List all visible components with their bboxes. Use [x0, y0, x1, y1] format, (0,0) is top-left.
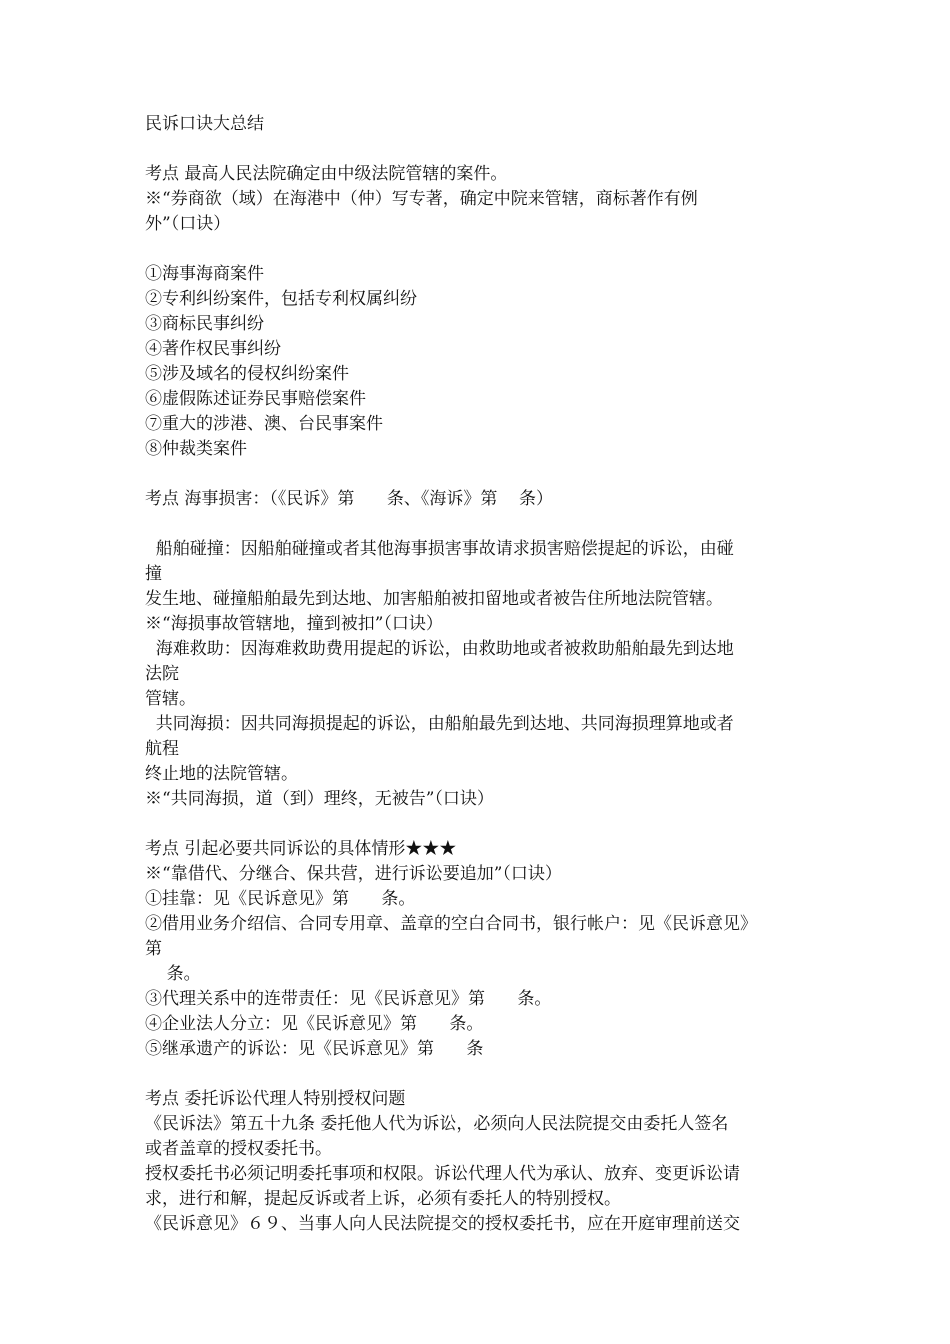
text-line: 《民诉法》第五十九条 委托他人代为诉讼，必须向人民法院提交由委托人签名	[145, 1114, 729, 1134]
text-line: 撞	[145, 564, 162, 584]
text-line: ⑤继承遗产的诉讼：见《民诉意见》第 条	[145, 1039, 484, 1059]
list-item: ①海事海商案件	[145, 264, 264, 284]
text-line: 法院	[145, 664, 179, 684]
spacer	[145, 462, 825, 487]
section-heading: 考点 海事损害：（《民诉》第 条、《海诉》第 条）	[145, 489, 553, 509]
list-item: ⑦重大的涉港、澳、台民事案件	[145, 414, 383, 434]
text-line: 发生地、碰撞船舶最先到达地、加害船舶被扣留地或者被告住所地法院管辖。	[145, 589, 723, 609]
spacer	[145, 1062, 825, 1087]
text-line: ※“共同海损，道（到）理终，无被告”（口诀）	[145, 789, 494, 809]
document-title: 民诉口诀大总结	[145, 114, 264, 134]
text-line: 求，进行和解，提起反诉或者上诉，必须有委托人的特别授权。	[145, 1189, 621, 1209]
text-line: ④企业法人分立：见《民诉意见》第 条。	[145, 1014, 484, 1034]
text-line: 共同海损：因共同海损提起的诉讼，由船舶最先到达地、共同海损理算地或者	[145, 714, 734, 734]
text-line: 授权委托书必须记明委托事项和权限。诉讼代理人代为承认、放弃、变更诉讼请	[145, 1164, 740, 1184]
text-line: ①挂靠：见《民诉意见》第 条。	[145, 889, 416, 909]
text-line: ※“靠借代、分继合、保共营，进行诉讼要追加”（口诀）	[145, 864, 562, 884]
text-line: 或者盖章的授权委托书。	[145, 1139, 332, 1159]
list-item: ②专利纠纷案件，包括专利权属纠纷	[145, 289, 417, 309]
text-line: 条。	[145, 964, 201, 984]
text-line: 终止地的法院管辖。	[145, 764, 298, 784]
text-line: 《民诉意见》６９、当事人向人民法院提交的授权委托书，应在开庭审理前送交	[145, 1214, 740, 1234]
list-item: ④著作权民事纠纷	[145, 339, 281, 359]
text-line: 航程	[145, 739, 179, 759]
spacer	[145, 137, 825, 162]
text-line: ※“海损事故管辖地，撞到被扣”（口诀）	[145, 614, 443, 634]
text-line: 海难救助：因海难救助费用提起的诉讼，由救助地或者被救助船舶最先到达地	[145, 639, 734, 659]
mnemonic-line: 外”（口诀）	[145, 214, 231, 234]
spacer	[145, 512, 825, 537]
spacer	[145, 812, 825, 837]
spacer	[145, 237, 825, 262]
text-line: 第	[145, 939, 162, 959]
section-heading: 考点 引起必要共同诉讼的具体情形★★★	[145, 839, 457, 859]
mnemonic-line: ※“券商欲（域）在海港中（仲）写专著，确定中院来管辖，商标著作有例	[145, 189, 698, 209]
list-item: ③商标民事纠纷	[145, 314, 264, 334]
text-line: ③代理关系中的连带责任：见《民诉意见》第 条。	[145, 989, 552, 1009]
text-line: 管辖。	[145, 689, 196, 709]
list-item: ⑧仲裁类案件	[145, 439, 247, 459]
section-heading: 考点 最高人民法院确定由中级法院管辖的案件。	[145, 164, 508, 184]
text-line: ②借用业务介绍信、合同专用章、盖章的空白合同书，银行帐户：见《民诉意见》	[145, 914, 757, 934]
document-page	[145, 112, 825, 1237]
section-heading: 考点 委托诉讼代理人特别授权问题	[145, 1089, 406, 1109]
text-line: 船舶碰撞：因船舶碰撞或者其他海事损害事故请求损害赔偿提起的诉讼，由碰	[145, 539, 734, 559]
list-item: ⑥虚假陈述证券民事赔偿案件	[145, 389, 366, 409]
list-item: ⑤涉及域名的侵权纠纷案件	[145, 364, 349, 384]
